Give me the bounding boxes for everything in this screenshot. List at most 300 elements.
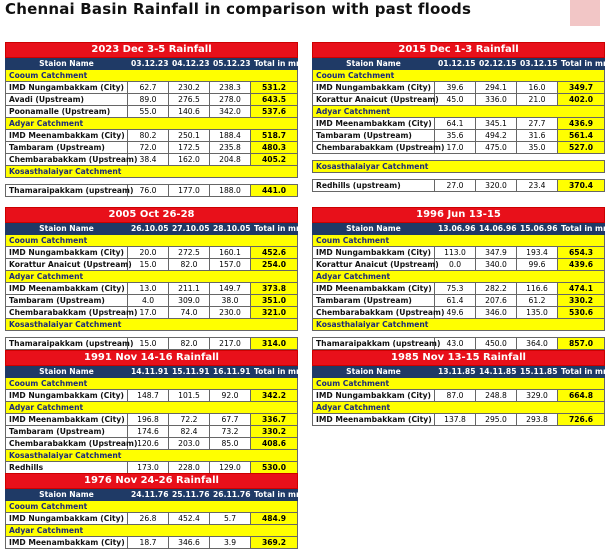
daily-rainfall: 188.4 bbox=[210, 130, 251, 142]
column-header: 13.11.85 bbox=[435, 366, 476, 378]
daily-rainfall: 61.4 bbox=[435, 295, 476, 307]
station-name: Tambaram (Upstream) bbox=[313, 130, 435, 142]
table-row bbox=[313, 390, 605, 402]
station-name: IMD Meenambakkam (City) bbox=[313, 118, 435, 130]
rainfall-table bbox=[312, 42, 611, 192]
daily-rainfall: 342.0 bbox=[210, 106, 251, 118]
table-title: 1991 Nov 14-16 Rainfall bbox=[6, 351, 298, 366]
catchment-row bbox=[6, 235, 298, 247]
spacer-cell bbox=[6, 178, 298, 185]
daily-rainfall: 4.0 bbox=[128, 295, 169, 307]
table-row bbox=[313, 414, 605, 426]
catchment-row bbox=[313, 271, 605, 283]
catchment-label: Kosasthalaiyar Catchment bbox=[313, 319, 605, 331]
daily-rainfall: 5.7 bbox=[210, 513, 251, 525]
catchment-label: Cooum Catchment bbox=[6, 70, 298, 82]
catchment-label: Adyar Catchment bbox=[313, 106, 605, 118]
spacer-row bbox=[6, 178, 298, 185]
daily-rainfall: 85.0 bbox=[210, 438, 251, 450]
daily-rainfall: 282.2 bbox=[476, 283, 517, 295]
column-header: Total in mm bbox=[251, 366, 298, 378]
daily-rainfall: 278.0 bbox=[210, 94, 251, 106]
catchment-row bbox=[313, 235, 605, 247]
table-header-row bbox=[313, 58, 605, 70]
total-rainfall: 664.8 bbox=[558, 390, 605, 402]
column-header: 13.06.96 bbox=[435, 223, 476, 235]
daily-rainfall: 211.1 bbox=[169, 283, 210, 295]
total-rainfall: 342.2 bbox=[251, 390, 298, 402]
station-name: Poonamalle (Upstream) bbox=[6, 106, 128, 118]
total-rainfall: 408.6 bbox=[251, 438, 298, 450]
rainfall-table bbox=[5, 473, 304, 549]
daily-rainfall: 162.0 bbox=[169, 154, 210, 166]
table-row bbox=[6, 130, 298, 142]
station-name: Thamaraipakkam (upstream) bbox=[6, 185, 128, 197]
total-rainfall: 330.2 bbox=[558, 295, 605, 307]
daily-rainfall: 26.8 bbox=[128, 513, 169, 525]
catchment-label: Adyar Catchment bbox=[6, 402, 298, 414]
table-row bbox=[313, 118, 605, 130]
table-row bbox=[313, 307, 605, 319]
daily-rainfall: 347.9 bbox=[476, 247, 517, 259]
catchment-row bbox=[6, 118, 298, 130]
column-header: Total in mm bbox=[558, 58, 605, 70]
station-name: IMD Nungambakkam (City) bbox=[6, 390, 128, 402]
spacer-row bbox=[6, 331, 298, 338]
station-name: Korattur Anaicut (Upstream) bbox=[6, 259, 128, 271]
daily-rainfall: 75.3 bbox=[435, 283, 476, 295]
column-header: 15.11.85 bbox=[517, 366, 558, 378]
table-row bbox=[6, 537, 298, 549]
daily-rainfall: 177.0 bbox=[169, 185, 210, 197]
daily-rainfall: 345.1 bbox=[476, 118, 517, 130]
table-header-row bbox=[313, 366, 605, 378]
station-name: IMD Meenambakkam (City) bbox=[313, 283, 435, 295]
spacer-cell bbox=[313, 331, 605, 338]
catchment-row bbox=[313, 161, 605, 173]
daily-rainfall: 135.0 bbox=[517, 307, 558, 319]
table-block-1985 bbox=[312, 350, 611, 426]
daily-rainfall: 450.0 bbox=[476, 338, 517, 350]
daily-rainfall: 15.0 bbox=[128, 259, 169, 271]
daily-rainfall: 43.0 bbox=[435, 338, 476, 350]
table-block-2023 bbox=[5, 42, 304, 197]
table-title: 1976 Nov 24-26 Rainfall bbox=[6, 474, 298, 489]
daily-rainfall: 137.8 bbox=[435, 414, 476, 426]
total-rainfall: 484.9 bbox=[251, 513, 298, 525]
daily-rainfall: 23.4 bbox=[517, 180, 558, 192]
column-header: 15.11.91 bbox=[169, 366, 210, 378]
catchment-label: Coum Catchment bbox=[313, 235, 605, 247]
station-name: Thamaraipakkam (upstream) bbox=[313, 338, 435, 350]
column-header: 14.11.91 bbox=[128, 366, 169, 378]
daily-rainfall: 99.6 bbox=[517, 259, 558, 271]
table-row bbox=[6, 283, 298, 295]
daily-rainfall: 101.5 bbox=[169, 390, 210, 402]
column-header: 16.11.91 bbox=[210, 366, 251, 378]
table-header-row bbox=[6, 489, 298, 501]
station-name: Thamaraipakkam (upstream) bbox=[6, 338, 128, 350]
table-row bbox=[6, 154, 298, 166]
daily-rainfall: 27.0 bbox=[435, 180, 476, 192]
total-rainfall: 314.0 bbox=[251, 338, 298, 350]
table-block-1976 bbox=[5, 473, 304, 549]
table-title-row bbox=[6, 208, 298, 223]
column-header: Staion Name bbox=[6, 223, 128, 235]
daily-rainfall: 336.0 bbox=[476, 94, 517, 106]
catchment-row bbox=[313, 402, 605, 414]
table-block-2005 bbox=[5, 207, 304, 350]
catchment-label: Kosasthalaiyar Catchment bbox=[6, 319, 298, 331]
table-row bbox=[6, 338, 298, 350]
table-row bbox=[313, 247, 605, 259]
daily-rainfall: 235.8 bbox=[210, 142, 251, 154]
column-header: 03.12.23 bbox=[128, 58, 169, 70]
total-rainfall: 857.0 bbox=[558, 338, 605, 350]
station-name: Redhills bbox=[6, 462, 128, 474]
station-name: Chembarabakkam (Upstream) bbox=[6, 154, 128, 166]
daily-rainfall: 74.0 bbox=[169, 307, 210, 319]
daily-rainfall: 276.5 bbox=[169, 94, 210, 106]
daily-rainfall: 82.4 bbox=[169, 426, 210, 438]
catchment-row bbox=[6, 70, 298, 82]
catchment-label: Adyar Catchment bbox=[6, 118, 298, 130]
total-rainfall: 518.7 bbox=[251, 130, 298, 142]
daily-rainfall: 35.0 bbox=[517, 142, 558, 154]
column-header: 26.10.05 bbox=[128, 223, 169, 235]
daily-rainfall: 45.0 bbox=[435, 94, 476, 106]
catchment-row bbox=[6, 402, 298, 414]
column-header: 05.12.23 bbox=[210, 58, 251, 70]
spacer-row bbox=[313, 331, 605, 338]
station-name: IMD Nungambakkam (City) bbox=[313, 82, 435, 94]
table-title: 2005 Oct 26-28 bbox=[6, 208, 298, 223]
spacer-cell bbox=[313, 154, 605, 161]
total-rainfall: 561.4 bbox=[558, 130, 605, 142]
station-name: Redhills (upstream) bbox=[313, 180, 435, 192]
total-rainfall: 537.6 bbox=[251, 106, 298, 118]
daily-rainfall: 20.0 bbox=[128, 247, 169, 259]
rainfall-table bbox=[312, 350, 611, 426]
total-rainfall: 321.0 bbox=[251, 307, 298, 319]
column-header: 04.12.23 bbox=[169, 58, 210, 70]
table-title-row bbox=[6, 43, 298, 58]
total-rainfall: 351.0 bbox=[251, 295, 298, 307]
daily-rainfall: 129.0 bbox=[210, 462, 251, 474]
total-rainfall: 373.8 bbox=[251, 283, 298, 295]
daily-rainfall: 475.0 bbox=[476, 142, 517, 154]
catchment-label: Cooum Catchment bbox=[313, 70, 605, 82]
daily-rainfall: 15.0 bbox=[128, 338, 169, 350]
daily-rainfall: 116.6 bbox=[517, 283, 558, 295]
table-title-row bbox=[6, 351, 298, 366]
column-header: 01.12.15 bbox=[435, 58, 476, 70]
station-name: Chembarabakkam (Upstream) bbox=[6, 438, 128, 450]
table-row bbox=[6, 142, 298, 154]
table-row bbox=[6, 414, 298, 426]
daily-rainfall: 17.0 bbox=[435, 142, 476, 154]
catchment-label: Adyar Catchment bbox=[6, 525, 298, 537]
station-name: IMD Nungambakkam (City) bbox=[6, 247, 128, 259]
station-name: Chembarabakkam (Upstream) bbox=[313, 307, 435, 319]
table-row bbox=[6, 185, 298, 197]
daily-rainfall: 217.0 bbox=[210, 338, 251, 350]
daily-rainfall: 31.6 bbox=[517, 130, 558, 142]
daily-rainfall: 346.6 bbox=[169, 537, 210, 549]
daily-rainfall: 196.8 bbox=[128, 414, 169, 426]
daily-rainfall: 173.0 bbox=[128, 462, 169, 474]
station-name: Tambaram (Upstream) bbox=[313, 295, 435, 307]
daily-rainfall: 494.2 bbox=[476, 130, 517, 142]
daily-rainfall: 49.6 bbox=[435, 307, 476, 319]
column-header: 03.12.15 bbox=[517, 58, 558, 70]
rainfall-table bbox=[5, 42, 304, 197]
table-row bbox=[313, 259, 605, 271]
column-header: 14.11.85 bbox=[476, 366, 517, 378]
daily-rainfall: 62.7 bbox=[128, 82, 169, 94]
column-header: 14.06.96 bbox=[476, 223, 517, 235]
total-rainfall: 405.2 bbox=[251, 154, 298, 166]
total-rainfall: 530.6 bbox=[558, 307, 605, 319]
daily-rainfall: 39.6 bbox=[435, 82, 476, 94]
station-name: Tambaram (Upstream) bbox=[6, 142, 128, 154]
daily-rainfall: 61.2 bbox=[517, 295, 558, 307]
table-title-row bbox=[313, 351, 605, 366]
daily-rainfall: 157.0 bbox=[210, 259, 251, 271]
catchment-row bbox=[6, 501, 298, 513]
catchment-label: Cooum Catchment bbox=[6, 235, 298, 247]
catchment-row bbox=[6, 271, 298, 283]
table-block-1991 bbox=[5, 350, 304, 474]
column-header: 27.10.05 bbox=[169, 223, 210, 235]
daily-rainfall: 320.0 bbox=[476, 180, 517, 192]
table-header-row bbox=[313, 223, 605, 235]
daily-rainfall: 329.0 bbox=[517, 390, 558, 402]
table-row bbox=[6, 307, 298, 319]
daily-rainfall: 92.0 bbox=[210, 390, 251, 402]
station-name: Korattur Anaicut (Upstream) bbox=[313, 94, 435, 106]
table-row bbox=[313, 142, 605, 154]
column-header: Staion Name bbox=[6, 489, 128, 501]
daily-rainfall: 120.6 bbox=[128, 438, 169, 450]
table-row bbox=[313, 295, 605, 307]
column-header: Total in mm bbox=[251, 58, 298, 70]
daily-rainfall: 0.0 bbox=[435, 259, 476, 271]
daily-rainfall: 207.6 bbox=[476, 295, 517, 307]
column-header: Staion Name bbox=[313, 223, 435, 235]
total-rainfall: 474.1 bbox=[558, 283, 605, 295]
table-row bbox=[6, 247, 298, 259]
daily-rainfall: 293.8 bbox=[517, 414, 558, 426]
catchment-label: Kosasthalaiyar Catchment bbox=[6, 450, 298, 462]
daily-rainfall: 346.0 bbox=[476, 307, 517, 319]
table-row bbox=[6, 438, 298, 450]
daily-rainfall: 16.0 bbox=[517, 82, 558, 94]
daily-rainfall: 248.8 bbox=[476, 390, 517, 402]
table-row bbox=[6, 106, 298, 118]
station-name: IMD Meenambakkam (City) bbox=[313, 414, 435, 426]
table-row bbox=[6, 426, 298, 438]
total-rainfall: 480.3 bbox=[251, 142, 298, 154]
table-row bbox=[6, 82, 298, 94]
table-row bbox=[313, 338, 605, 350]
daily-rainfall: 76.0 bbox=[128, 185, 169, 197]
station-name: Tambaram (Upstream) bbox=[6, 426, 128, 438]
daily-rainfall: 72.2 bbox=[169, 414, 210, 426]
table-row bbox=[313, 283, 605, 295]
daily-rainfall: 64.1 bbox=[435, 118, 476, 130]
daily-rainfall: 113.0 bbox=[435, 247, 476, 259]
table-title: 2015 Dec 1-3 Rainfall bbox=[313, 43, 605, 58]
station-name: Chembarabakkam (Upstream) bbox=[6, 307, 128, 319]
total-rainfall: 439.6 bbox=[558, 259, 605, 271]
column-header: 24.11.76 bbox=[128, 489, 169, 501]
table-title: 2023 Dec 3-5 Rainfall bbox=[6, 43, 298, 58]
daily-rainfall: 340.0 bbox=[476, 259, 517, 271]
total-rainfall: 530.0 bbox=[251, 462, 298, 474]
table-row bbox=[313, 82, 605, 94]
table-block-2015 bbox=[312, 42, 611, 192]
daily-rainfall: 148.7 bbox=[128, 390, 169, 402]
catchment-row bbox=[6, 166, 298, 178]
column-header: 15.06.96 bbox=[517, 223, 558, 235]
daily-rainfall: 174.6 bbox=[128, 426, 169, 438]
daily-rainfall: 21.0 bbox=[517, 94, 558, 106]
catchment-label: Adyar Catchment bbox=[313, 402, 605, 414]
column-header: Staion Name bbox=[6, 366, 128, 378]
column-header: 28.10.05 bbox=[210, 223, 251, 235]
daily-rainfall: 149.7 bbox=[210, 283, 251, 295]
table-header-row bbox=[6, 366, 298, 378]
total-rainfall: 349.7 bbox=[558, 82, 605, 94]
daily-rainfall: 172.5 bbox=[169, 142, 210, 154]
daily-rainfall: 238.3 bbox=[210, 82, 251, 94]
daily-rainfall: 228.0 bbox=[169, 462, 210, 474]
catchment-row bbox=[6, 319, 298, 331]
daily-rainfall: 13.0 bbox=[128, 283, 169, 295]
column-header: 02.12.15 bbox=[476, 58, 517, 70]
total-rainfall: 369.2 bbox=[251, 537, 298, 549]
total-rainfall: 402.0 bbox=[558, 94, 605, 106]
daily-rainfall: 309.0 bbox=[169, 295, 210, 307]
daily-rainfall: 204.8 bbox=[210, 154, 251, 166]
station-name: Tambaram (Upstream) bbox=[6, 295, 128, 307]
catchment-row bbox=[313, 319, 605, 331]
daily-rainfall: 73.2 bbox=[210, 426, 251, 438]
table-header-row bbox=[6, 223, 298, 235]
daily-rainfall: 82.0 bbox=[169, 259, 210, 271]
daily-rainfall: 188.0 bbox=[210, 185, 251, 197]
total-rainfall: 531.2 bbox=[251, 82, 298, 94]
catchment-row bbox=[6, 525, 298, 537]
table-row bbox=[6, 390, 298, 402]
daily-rainfall: 27.7 bbox=[517, 118, 558, 130]
daily-rainfall: 272.5 bbox=[169, 247, 210, 259]
column-header: Total in mm bbox=[558, 223, 605, 235]
station-name: Chembarabakkam (Upstream) bbox=[313, 142, 435, 154]
daily-rainfall: 203.0 bbox=[169, 438, 210, 450]
table-row bbox=[6, 94, 298, 106]
rainfall-table bbox=[5, 207, 304, 350]
total-rainfall: 436.9 bbox=[558, 118, 605, 130]
table-row bbox=[6, 295, 298, 307]
spacer-row bbox=[313, 173, 605, 180]
total-rainfall: 726.6 bbox=[558, 414, 605, 426]
rainfall-table bbox=[312, 207, 611, 350]
catchment-label: Kosasthalaiyar Catchment bbox=[6, 166, 298, 178]
corner-color-patch bbox=[570, 0, 600, 26]
daily-rainfall: 230.2 bbox=[169, 82, 210, 94]
daily-rainfall: 72.0 bbox=[128, 142, 169, 154]
table-row bbox=[313, 130, 605, 142]
catchment-row bbox=[6, 378, 298, 390]
daily-rainfall: 55.0 bbox=[128, 106, 169, 118]
column-header: Staion Name bbox=[6, 58, 128, 70]
daily-rainfall: 230.0 bbox=[210, 307, 251, 319]
table-header-row bbox=[6, 58, 298, 70]
daily-rainfall: 160.1 bbox=[210, 247, 251, 259]
column-header: Total in mm bbox=[558, 366, 605, 378]
column-header: Staion Name bbox=[313, 58, 435, 70]
station-name: IMD Nungambakkam (City) bbox=[6, 82, 128, 94]
table-title-row bbox=[313, 43, 605, 58]
daily-rainfall: 38.0 bbox=[210, 295, 251, 307]
table-row bbox=[6, 259, 298, 271]
total-rainfall: 654.3 bbox=[558, 247, 605, 259]
station-name: IMD Meenambakkam (City) bbox=[6, 414, 128, 426]
daily-rainfall: 67.7 bbox=[210, 414, 251, 426]
catchment-label: Cooum Catchment bbox=[6, 378, 298, 390]
column-header: Total in mm bbox=[251, 223, 298, 235]
daily-rainfall: 250.1 bbox=[169, 130, 210, 142]
station-name: Avadi (Upstream) bbox=[6, 94, 128, 106]
daily-rainfall: 452.4 bbox=[169, 513, 210, 525]
daily-rainfall: 295.0 bbox=[476, 414, 517, 426]
catchment-label: Kosasthalaiyar Catchment bbox=[313, 161, 605, 173]
daily-rainfall: 140.6 bbox=[169, 106, 210, 118]
daily-rainfall: 18.7 bbox=[128, 537, 169, 549]
spacer-cell bbox=[6, 331, 298, 338]
catchment-row bbox=[313, 70, 605, 82]
station-name: IMD Nungambakkam (City) bbox=[313, 247, 435, 259]
catchment-label: Cooum Catchment bbox=[6, 501, 298, 513]
table-title: 1985 Nov 13-15 Rainfall bbox=[313, 351, 605, 366]
table-row bbox=[313, 180, 605, 192]
catchment-row bbox=[313, 106, 605, 118]
daily-rainfall: 82.0 bbox=[169, 338, 210, 350]
table-row bbox=[6, 462, 298, 474]
station-name: IMD Nungambakkam (City) bbox=[313, 390, 435, 402]
daily-rainfall: 87.0 bbox=[435, 390, 476, 402]
catchment-label: Adyar Catchment bbox=[313, 271, 605, 283]
catchment-row bbox=[6, 450, 298, 462]
total-rainfall: 336.7 bbox=[251, 414, 298, 426]
daily-rainfall: 3.9 bbox=[210, 537, 251, 549]
total-rainfall: 254.0 bbox=[251, 259, 298, 271]
column-header: Total in mm bbox=[251, 489, 298, 501]
daily-rainfall: 80.2 bbox=[128, 130, 169, 142]
total-rainfall: 643.5 bbox=[251, 94, 298, 106]
table-title-row bbox=[313, 208, 605, 223]
table-title: 1996 Jun 13-15 bbox=[313, 208, 605, 223]
station-name: IMD Meenambakkam (City) bbox=[6, 537, 128, 549]
daily-rainfall: 364.0 bbox=[517, 338, 558, 350]
total-rainfall: 370.4 bbox=[558, 180, 605, 192]
daily-rainfall: 35.6 bbox=[435, 130, 476, 142]
daily-rainfall: 38.4 bbox=[128, 154, 169, 166]
daily-rainfall: 89.0 bbox=[128, 94, 169, 106]
station-name: IMD Meenambakkam (City) bbox=[6, 283, 128, 295]
